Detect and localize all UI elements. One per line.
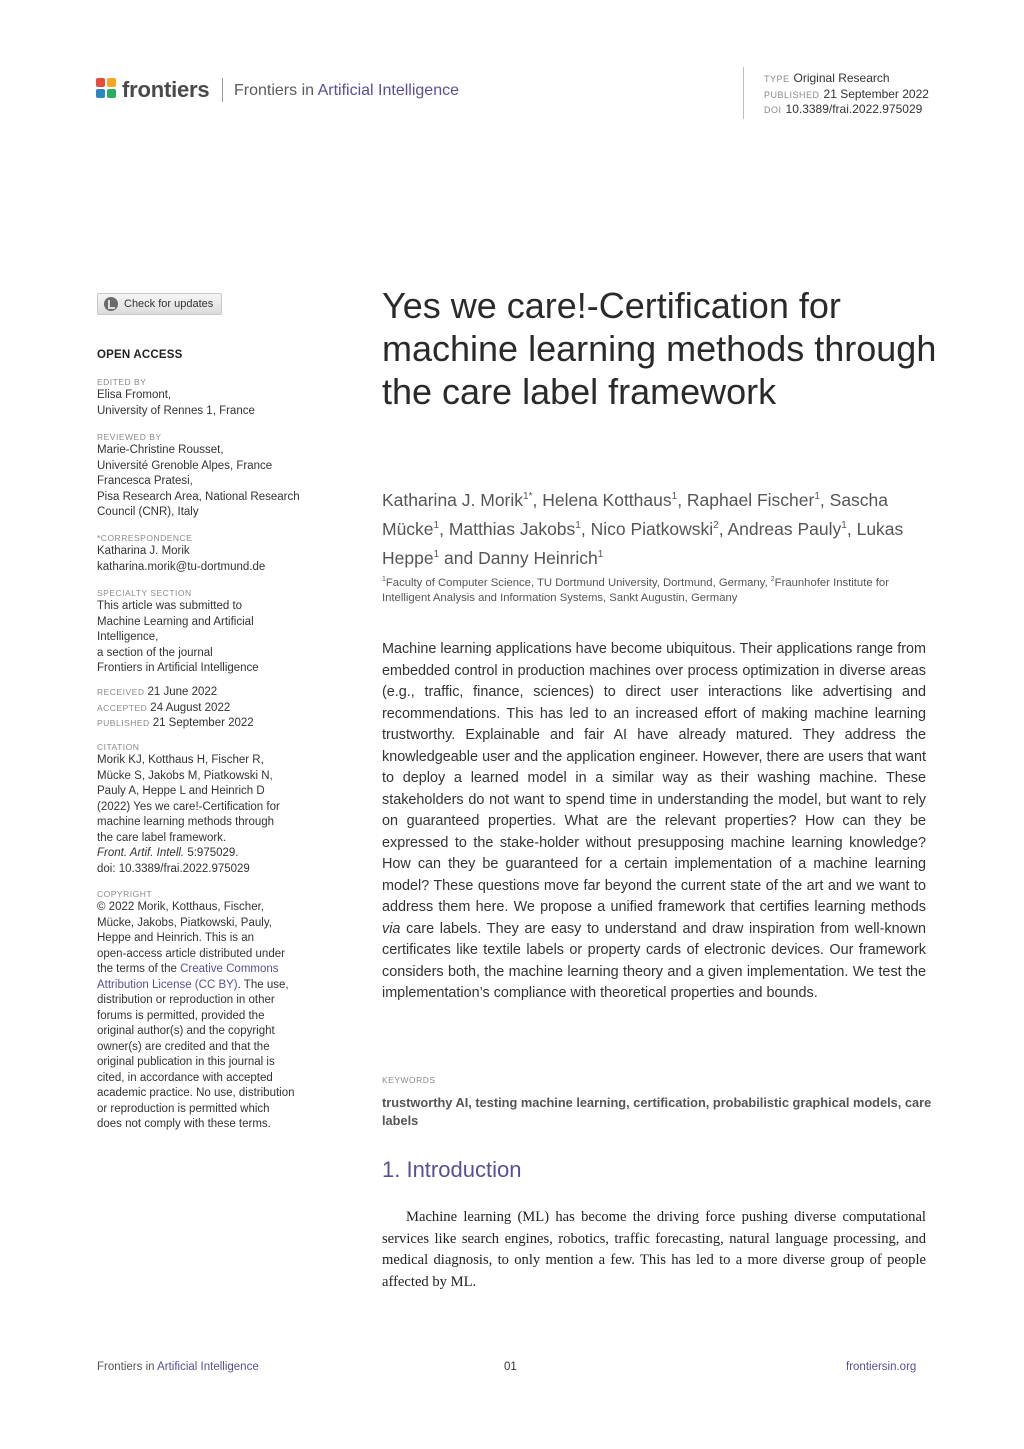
- keywords-label: KEYWORDS: [382, 1075, 436, 1085]
- copyright-line: academic practice. No use, distribution: [97, 1087, 295, 1099]
- footer-journal[interactable]: [97, 1361, 259, 1373]
- specialty-line: This article was submitted to: [97, 600, 243, 612]
- copyright-line: Heppe and Heinrich. This is an: [97, 932, 255, 944]
- citation-section: [97, 741, 317, 877]
- author-name[interactable]: Danny Heinrich: [478, 547, 598, 568]
- logo-wordmark: frontiers: [122, 77, 210, 102]
- reviewer-line: Pisa Research Area, National Research: [97, 490, 300, 503]
- copyright-line: does not comply with these terms.: [97, 1118, 271, 1130]
- copyright-line: cited, in accordance with accepted: [97, 1071, 273, 1084]
- copyright-line: open-access article distributed under: [97, 947, 285, 960]
- author-separator: ,: [819, 489, 830, 510]
- footer-journal-accent: Artificial Intelligence: [157, 1361, 259, 1373]
- affiliation2: Fraunhofer Institute for Intelligent Analysis and Information Systems, Sankt Augustin, Germany: [382, 576, 889, 605]
- type-value: Original Research: [793, 71, 890, 85]
- specialty-label: SPECIALTY SECTION: [97, 588, 192, 598]
- abstract-part1: Machine learning applications have become ubiquitous. Their applications range from embedded control in production machines over process optimization in diverse areas (e.g., traffic, finance, sciences) to direct user interactions like advertising and recommendations. This has led to an increased effort of making machine learning trustworthy. Explainable and fair AI have already matured. They address the knowledgeable user and the application engineer. However, there are users that want to deploy a learned model in a similar way as their washing machine. These stakeholders do not want to spend time in understanding the model, but want to rely on guaranteed properties. What are the relevant properties? How can they be expressed to the stake-holder without presupposing machine learning knowledge? How can they be guaranteed for a certain implementation of a machine learning model? These questions move far beyond the current state of the art and we want to address them here. We propose a unified framework that certifies learning methods: [382, 641, 926, 915]
- author-affiliation-sup: 1*: [523, 491, 533, 502]
- author-separator: ,: [677, 489, 687, 510]
- abstract-via: via: [382, 920, 401, 937]
- copyright-terms: the terms of the: [97, 963, 181, 975]
- copyright-line: [97, 962, 317, 978]
- article-title: Yes we care!-Certification for machine learning methods through the care label framework: [382, 285, 937, 412]
- published-date: [764, 87, 929, 101]
- citation-line: (2022) Yes we care!-Certification for: [97, 800, 280, 813]
- citation-doi[interactable]: doi: 10.3389/frai.2022.975029: [97, 862, 250, 875]
- published-date-side: 21 September 2022: [152, 717, 254, 729]
- author-affiliation-sup: 1: [575, 519, 581, 531]
- specialty-line: Intelligence,: [97, 631, 159, 643]
- received-label: RECEIVED: [97, 687, 145, 697]
- reviewer-line: Council (CNR), Italy: [97, 506, 199, 518]
- affiliation2-sup: 2: [770, 576, 775, 583]
- received-row: [97, 685, 317, 701]
- correspondence-section: [97, 532, 317, 575]
- footer-journal-prefix: Frontiers in: [97, 1361, 158, 1373]
- edited-by-label: EDITED BY: [97, 377, 147, 387]
- author-affiliation-sup: 2: [713, 519, 719, 531]
- author-affiliation-sup: 1: [814, 491, 820, 502]
- specialty-section: [97, 587, 317, 677]
- citation-line: Pauly A, Heppe L and Heinrich D: [97, 785, 265, 797]
- journal-name[interactable]: [234, 82, 459, 100]
- author-separator: ,: [846, 518, 857, 539]
- author-name[interactable]: Andreas Pauly: [727, 518, 842, 539]
- reviewer-line: Francesca Pratesi,: [97, 475, 193, 487]
- author-affiliation-sup: 1: [671, 491, 678, 502]
- author-separator: ,: [439, 518, 449, 539]
- author-separator: ,: [718, 518, 728, 539]
- edited-by-line: University of Rennes 1, France: [97, 404, 255, 417]
- reviewer-line: Université Grenoble Alpes, France: [97, 459, 273, 472]
- edited-by-section: [97, 376, 317, 419]
- keywords: trustworthy AI, testing machine learning, certification, probabilistic graphical models, care labels: [382, 1095, 932, 1128]
- article-type: [764, 71, 890, 85]
- abstract-part2: care labels. They are easy to understand and draw inspiration from well-known certificates like textile labels or property cards of electronic devices. Our framework considers both, the machine learning theory and a given implementation. We test the implementation’s compliance with theoretical properties and bounds.: [382, 920, 926, 1001]
- copyright-label: COPYRIGHT: [97, 889, 153, 899]
- author-name[interactable]: Helena Kotthaus: [542, 489, 672, 510]
- specialty-line: Machine Learning and Artificial: [97, 615, 254, 628]
- copyright-line: distribution or reproduction in other: [97, 994, 275, 1006]
- frontiers-logo[interactable]: [96, 77, 209, 103]
- published-label-side: PUBLISHED: [97, 718, 150, 728]
- cc-license-link-part2[interactable]: Attribution License (CC BY): [97, 978, 238, 991]
- journal-accent: Artificial Intelligence: [317, 82, 459, 99]
- published-label: PUBLISHED: [764, 90, 820, 100]
- author-separator: ,: [532, 489, 543, 510]
- copyright-line: or reproduction is permitted which: [97, 1102, 270, 1115]
- published-row: [97, 716, 317, 732]
- reviewed-by-label: REVIEWED BY: [97, 432, 162, 442]
- journal-prefix: Frontiers in: [234, 82, 318, 99]
- edited-by-line: Elisa Fromont,: [97, 389, 172, 401]
- check-for-updates-button[interactable]: [97, 293, 222, 315]
- author-name[interactable]: Matthias Jakobs: [448, 518, 576, 539]
- page-number: 01: [504, 1361, 517, 1373]
- reviewed-by-section: [97, 431, 317, 521]
- introduction-heading: 1. Introduction: [382, 1157, 522, 1182]
- citation-line: the care label framework.: [97, 831, 227, 844]
- abstract: [382, 639, 926, 1005]
- author-affiliation-sup: 1: [841, 519, 847, 531]
- specialty-line: a section of the journal: [97, 646, 213, 659]
- meta-divider: [743, 67, 744, 119]
- citation-label: CITATION: [97, 742, 140, 752]
- copyright-line: © 2022 Morik, Kotthaus, Fischer,: [97, 901, 264, 913]
- author-name[interactable]: Katharina J. Morik: [382, 489, 524, 510]
- author-affiliation-sup: 1: [597, 548, 604, 560]
- copyright-after-link: . The use,: [237, 978, 289, 991]
- author-affiliation-sup: 1: [433, 519, 440, 531]
- header-divider: [222, 78, 223, 102]
- author-name[interactable]: Lukas Heppe: [382, 518, 904, 568]
- copyright-section: [97, 888, 317, 1133]
- doi-label: DOI: [764, 105, 782, 115]
- reviewer-line: Marie-Christine Rousset,: [97, 444, 224, 456]
- type-label: TYPE: [764, 74, 790, 84]
- accepted-label: ACCEPTED: [97, 702, 148, 713]
- correspondence-label: *CORRESPONDENCE: [97, 533, 193, 543]
- citation-journal-line: [97, 846, 317, 862]
- cc-license-link-part1[interactable]: Creative Commons: [180, 963, 279, 975]
- received-date: 21 June 2022: [147, 686, 218, 698]
- frontiers-logo-mark: [96, 78, 118, 102]
- check-updates-label: Check for updates: [124, 298, 214, 310]
- citation-line: Morik KJ, Kotthaus H, Fischer R,: [97, 754, 264, 766]
- author-name[interactable]: Raphael Fischer: [686, 489, 815, 510]
- copyright-line: [97, 978, 317, 994]
- accepted-date: 24 August 2022: [150, 701, 231, 714]
- copyright-line: owner(s) are credited and that the: [97, 1040, 270, 1053]
- citation-volume: 5:975029.: [184, 847, 239, 859]
- open-access-label: OPEN ACCESS: [97, 349, 183, 361]
- correspondence-email[interactable]: katharina.morik@tu-dortmund.de: [97, 560, 266, 573]
- footer-site-link[interactable]: frontiersin.org: [846, 1361, 917, 1373]
- copyright-line: Mücke, Jakobs, Piatkowski, Pauly,: [97, 916, 272, 929]
- correspondence-name: Katharina J. Morik: [97, 545, 190, 557]
- introduction-paragraph: Machine learning (ML) has become the driving force pushing diverse computational services like search engines, robotics, traffic forecasting, natural language processing, and medical diagnosis, to only mention a few. This has led to a more diverse group of people affected by ML.: [382, 1209, 926, 1290]
- copyright-line: forums is permitted, provided the: [97, 1009, 265, 1022]
- author-name[interactable]: Sascha Mücke: [382, 489, 889, 539]
- author-list: [382, 484, 932, 570]
- doi[interactable]: [764, 102, 922, 116]
- accepted-row: [97, 701, 317, 717]
- check-updates-icon: [104, 297, 118, 311]
- author-name[interactable]: Nico Piatkowski: [590, 518, 714, 539]
- affiliations: [382, 572, 932, 607]
- affiliation1-sup: 1: [382, 576, 386, 583]
- copyright-line: original publication in this journal is: [97, 1056, 275, 1068]
- dates-section: [97, 685, 317, 732]
- citation-line: machine learning methods through: [97, 816, 275, 828]
- citation-line: Mücke S, Jakobs M, Piatkowski N,: [97, 769, 273, 782]
- author-separator: and: [439, 547, 479, 568]
- copyright-line: original author(s) and the copyright: [97, 1025, 275, 1037]
- citation-journal: Front. Artif. Intell.: [97, 847, 185, 859]
- author-separator: ,: [580, 518, 591, 539]
- author-affiliation-sup: 1: [433, 548, 440, 560]
- published-value: 21 September 2022: [823, 87, 929, 101]
- specialty-line: Frontiers in Artificial Intelligence: [97, 662, 259, 674]
- doi-value: 10.3389/frai.2022.975029: [785, 102, 923, 116]
- affiliation1: Faculty of Computer Science, TU Dortmund University, Dortmund, Germany,: [385, 576, 771, 589]
